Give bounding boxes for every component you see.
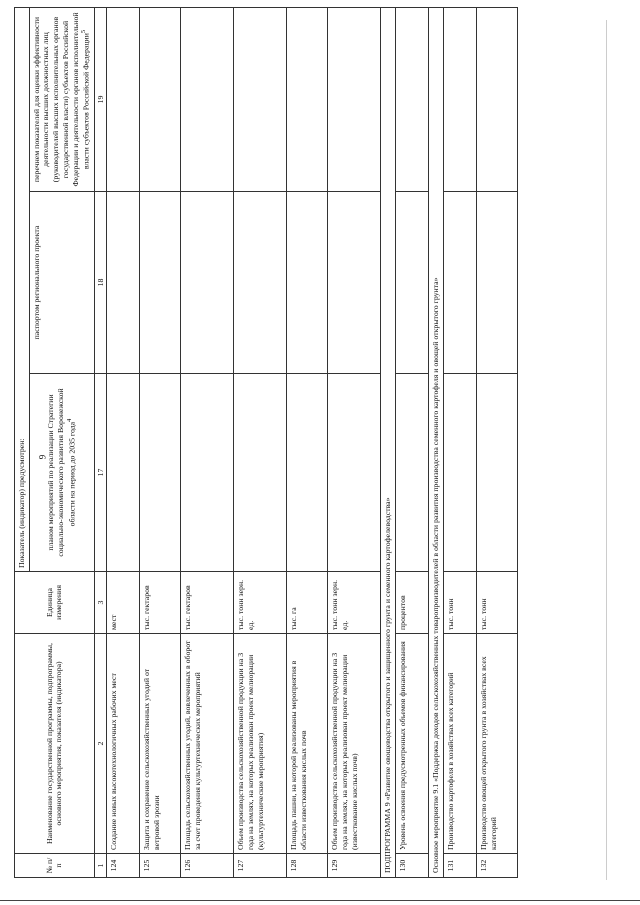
row-assessment-cell bbox=[181, 7, 234, 191]
row-name: Защита и сохранение сельскохозяйственных угодий от ветровой эрозии bbox=[140, 634, 181, 854]
header-assessment-text: перечнем показателей для оценки эффективности деятельности высших должностных лиц (руководителей высших исполнительных органов государственной власти) субъектов Российской Федерации и деятельности органов исполнительной власти субъектов Российской Федерации bbox=[31, 12, 91, 187]
row-regional-cell bbox=[328, 192, 381, 374]
header-assessment bbox=[29, 7, 94, 191]
row-name: Объем производства сельскохозяйственной продукции на 3 года на землях, на которых реализован проект мелиорации (культуртехнические мероприятия) bbox=[234, 634, 287, 854]
row-plan-cell bbox=[443, 374, 476, 572]
row-regional-cell bbox=[107, 192, 140, 374]
row-regional-cell bbox=[287, 192, 328, 374]
table-row bbox=[181, 7, 234, 877]
rotated-table-sheet bbox=[14, 8, 614, 878]
row-regional-cell bbox=[140, 192, 181, 374]
row-plan-cell bbox=[328, 374, 381, 572]
row-number: 127 bbox=[234, 854, 287, 878]
row-name: Площадь пашни, на которой реализованы мероприятия в области известкования кислых почв bbox=[287, 634, 328, 854]
table-row bbox=[107, 7, 140, 877]
colnum-1: 1 bbox=[94, 854, 107, 878]
row-plan-cell bbox=[107, 374, 140, 572]
header-assessment-sup: 5 bbox=[80, 29, 88, 34]
table-row bbox=[140, 7, 181, 877]
row-plan-cell bbox=[396, 374, 429, 572]
row-number: 125 bbox=[140, 854, 181, 878]
row-regional-cell bbox=[234, 192, 287, 374]
colnum-17: 17 bbox=[94, 374, 107, 572]
row-plan-cell bbox=[234, 374, 287, 572]
row-unit: тыс. гектаров bbox=[181, 572, 234, 634]
header-plan-sup: 4 bbox=[65, 418, 73, 422]
row-plan-cell bbox=[140, 374, 181, 572]
table-row bbox=[328, 7, 381, 877]
row-regional-cell bbox=[181, 192, 234, 374]
row-name: Создание новых высокотехнологичных рабочих мест bbox=[107, 634, 140, 854]
main-event-title: Основное мероприятие 9.1 «Поддержка доходов сельскохозяйственных товаропроизводителей в области развития производства семенного картофеля и овощей открытого грунта» bbox=[429, 7, 444, 877]
row-number: 132 bbox=[476, 854, 517, 878]
row-unit: тыс. тонн bbox=[476, 572, 517, 634]
page-number: 9 bbox=[37, 454, 48, 460]
colnum-2: 2 bbox=[94, 634, 107, 854]
row-number: 126 bbox=[181, 854, 234, 878]
header-no: № п/п bbox=[15, 854, 95, 878]
row-regional-cell bbox=[396, 192, 429, 374]
row-regional-cell bbox=[443, 192, 476, 374]
subprogram-title: ПОДПРОГРАММА 9 «Развитие овощеводства открытого и защищенного грунта и семенного картофелеводства» bbox=[381, 7, 396, 877]
table-row bbox=[476, 7, 517, 877]
header-unit: Единица измерения bbox=[15, 572, 95, 634]
row-assessment-cell bbox=[234, 7, 287, 191]
row-number: 130 bbox=[396, 854, 429, 878]
table-row bbox=[443, 7, 476, 877]
table-row bbox=[396, 7, 429, 877]
row-unit: тыс. тонн bbox=[443, 572, 476, 634]
row-number: 129 bbox=[328, 854, 381, 878]
colnum-18: 18 bbox=[94, 192, 107, 374]
column-numbers-row bbox=[94, 7, 107, 877]
row-unit: тыс. гектаров bbox=[140, 572, 181, 634]
row-name: Объем производства сельскохозяйственной продукции на 3 года на землях, на которых реализован проект мелиорации (известкование кислых почв) bbox=[328, 634, 381, 854]
row-assessment-cell bbox=[287, 7, 328, 191]
row-unit: тыс. га bbox=[287, 572, 328, 634]
row-unit: тыс. тонн зерн. ед. bbox=[234, 572, 287, 634]
header-name: Наименование государственной программы, подпрограммы, основного мероприятия, показателя (индикатора) bbox=[15, 634, 95, 854]
row-assessment-cell bbox=[140, 7, 181, 191]
indicators-table bbox=[14, 7, 518, 878]
row-number: 124 bbox=[107, 854, 140, 878]
row-unit: тыс. тонн зерн. ед. bbox=[328, 572, 381, 634]
table-row bbox=[234, 7, 287, 877]
row-unit: мест bbox=[107, 572, 140, 634]
row-assessment-cell bbox=[396, 7, 429, 191]
row-assessment-cell bbox=[476, 7, 517, 191]
main-event-row bbox=[429, 7, 444, 877]
row-number: 128 bbox=[287, 854, 328, 878]
row-name: Производство картофеля в хозяйствах всех категорий bbox=[443, 634, 476, 854]
row-plan-cell bbox=[476, 374, 517, 572]
row-number: 131 bbox=[443, 854, 476, 878]
row-assessment-cell bbox=[328, 7, 381, 191]
row-name: Производство овощей открытого грунта в хозяйствах всех категорий bbox=[476, 634, 517, 854]
table-row bbox=[287, 7, 328, 877]
header-plan-text: планом мероприятий по реализации Стратегии социально-экономического развития Воронежской области на период до 2035 года bbox=[46, 388, 77, 557]
row-name: Площадь сельскохозяйственных угодий, вовлеченных в оборот за счет проведения культуртехнических мероприятий bbox=[181, 634, 234, 854]
row-assessment-cell bbox=[107, 7, 140, 191]
header-provided: Показатель (индикатор) предусмотрен: bbox=[15, 7, 30, 571]
row-regional-cell bbox=[476, 192, 517, 374]
bottom-rule bbox=[0, 900, 640, 901]
row-assessment-cell bbox=[443, 7, 476, 191]
header-regional: паспортом регионального проекта bbox=[29, 192, 94, 374]
colnum-19: 19 bbox=[94, 7, 107, 191]
row-unit: процентов bbox=[396, 572, 429, 634]
colnum-3: 3 bbox=[94, 572, 107, 634]
header-plan bbox=[29, 374, 94, 572]
row-plan-cell bbox=[181, 374, 234, 572]
row-name: Уровень освоения предусмотренных объемов финансирования bbox=[396, 634, 429, 854]
row-plan-cell bbox=[287, 374, 328, 572]
subprogram-row bbox=[381, 7, 396, 877]
